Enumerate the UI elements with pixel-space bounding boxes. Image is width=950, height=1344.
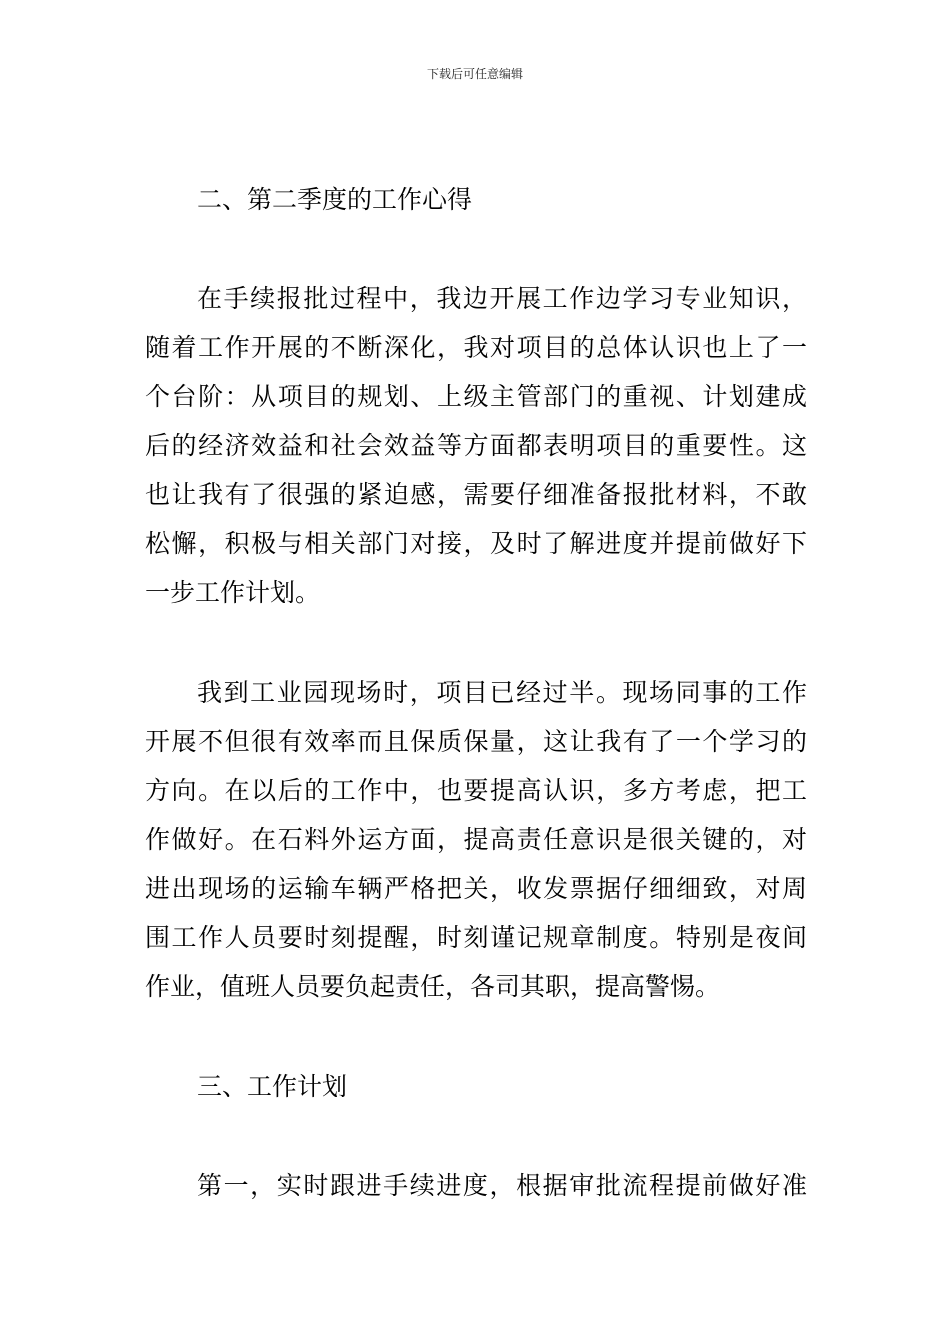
text-line: 进出现场的运输车辆严格把关，收发票据仔细细致，对周 bbox=[145, 874, 807, 903]
text-line: 作做好。在石料外运方面，提高责任意识是很关键的，对 bbox=[145, 825, 807, 854]
text-line: 后的经济效益和社会效益等方面都表明项目的重要性。这 bbox=[145, 431, 807, 460]
text-line: 松懈，积极与相关部门对接，及时了解进度并提前做好下 bbox=[145, 529, 807, 558]
paragraph-plan-first bbox=[145, 1161, 807, 1210]
text-line: 个台阶：从项目的规划、上级主管部门的重视、计划建成 bbox=[145, 382, 807, 411]
text-line: 在手续报批过程中，我边开展工作边学习专业知识， bbox=[197, 284, 807, 313]
text-line: 作业，值班人员要负起责任，各司其职，提高警惕。 bbox=[145, 972, 721, 1001]
page-header: 下载后可任意编辑 bbox=[426, 67, 523, 81]
paragraph-site-work bbox=[145, 668, 807, 1011]
section-heading-2: 二、第二季度的工作心得 bbox=[197, 185, 473, 214]
text-line: 随着工作开展的不断深化，我对项目的总体认识也上了一 bbox=[145, 333, 807, 362]
text-line: 我到工业园现场时，项目已经过半。现场同事的工作 bbox=[197, 678, 807, 707]
text-line: 开展不但很有效率而且保质保量，这让我有了一个学习的 bbox=[145, 727, 807, 756]
document-body bbox=[145, 175, 807, 1210]
text-line: 方向。在以后的工作中，也要提高认识，多方考虑，把工 bbox=[145, 776, 807, 805]
text-line: 一步工作计划。 bbox=[145, 578, 321, 607]
text-line: 也让我有了很强的紧迫感，需要仔细准备报批材料，不敢 bbox=[145, 480, 807, 509]
section-heading-3: 三、工作计划 bbox=[197, 1072, 348, 1101]
paragraph-approval-process bbox=[145, 274, 807, 617]
text-line: 第一，实时跟进手续进度，根据审批流程提前做好准 bbox=[197, 1171, 807, 1200]
text-line: 围工作人员要时刻提醒，时刻谨记规章制度。特别是夜间 bbox=[145, 923, 807, 952]
